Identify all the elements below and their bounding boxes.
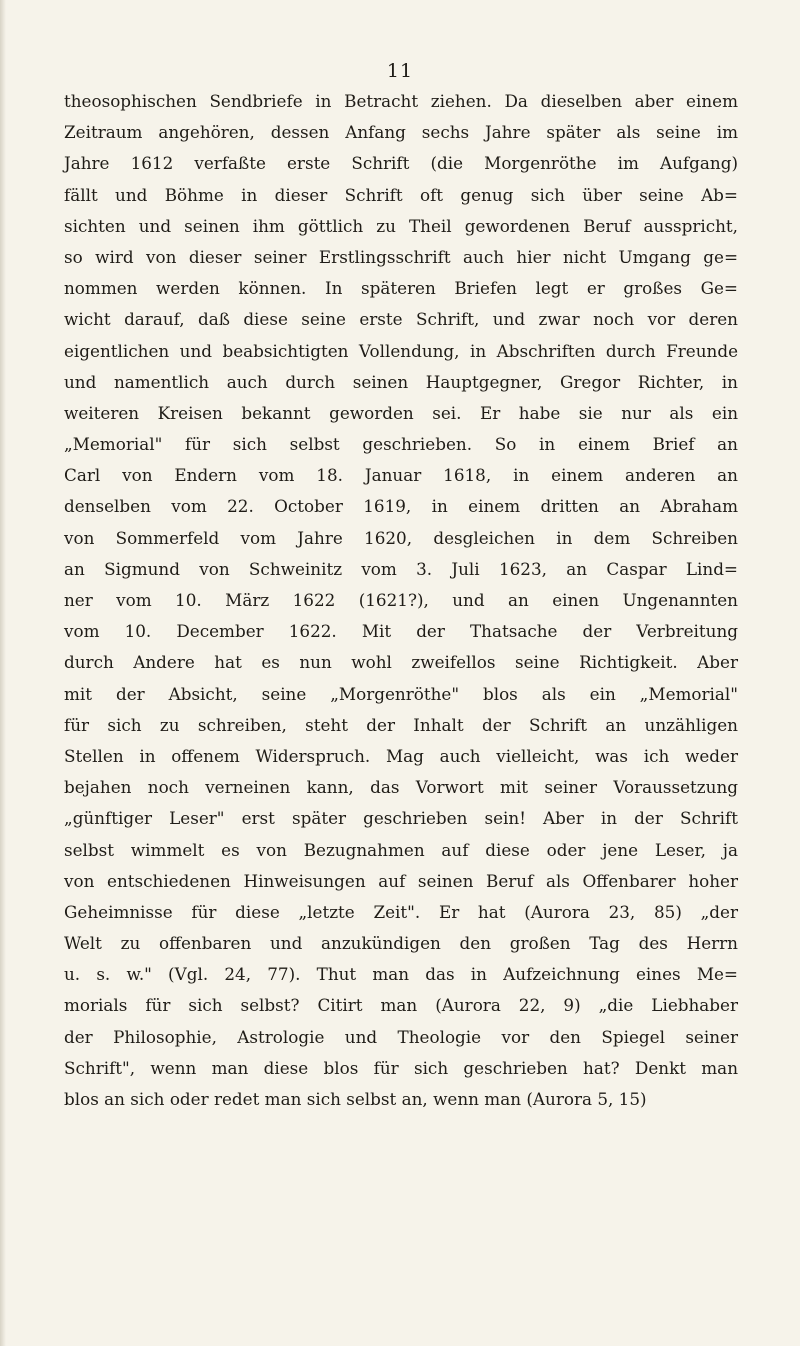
text-line: von Sommerfeld vom Jahre 1620, desgleichen in dem Schreiben [64, 527, 738, 548]
text-line: der Philosophie, Astrologie und Theologie vor den Spiegel seiner [64, 1026, 738, 1047]
text-line: nommen werden können. In späteren Briefen legt er großes Ge= [64, 278, 738, 299]
text-line: theosophischen Sendbriefe in Betracht ziehen. Da dieselben aber einem [64, 91, 738, 111]
text-line: weiteren Kreisen bekannt geworden sei. Er habe sie nur als ein [64, 402, 738, 423]
text-line: denselben vom 22. October 1619, in einem dritten an Abraham [64, 496, 738, 517]
text-line: fällt und Böhme in dieser Schrift oft genug sich über seine Ab= [64, 184, 738, 205]
text-line: „Memorial" für sich selbst geschrieben. So in einem Brief an [64, 434, 738, 455]
text-line: morials für sich selbst? Citirt man (Aurora 22, 9) „die Liebhaber [64, 995, 738, 1016]
text-line: Welt zu offenbaren und anzukündigen den großen Tag des Herrn [64, 933, 738, 954]
text-line: sichten und seinen ihm göttlich zu Theil gewordenen Beruf ausspricht, [64, 215, 738, 236]
text-line: vom 10. December 1622. Mit der Thatsache der Verbreitung [64, 621, 738, 642]
text-line: Geheimnisse für diese „letzte Zeit". Er hat (Aurora 23, 85) „der [64, 901, 738, 922]
text-line: u. s. w." (Vgl. 24, 77). Thut man das in Aufzeichnung eines Me= [64, 964, 738, 985]
text-line: Carl von Endern vom 18. Januar 1618, in einem anderen an [64, 465, 738, 486]
text-line: eigentlichen und beabsichtigten Vollendung, in Abschriften durch Freunde [64, 340, 738, 361]
text-line: „günftiger Leser" erst später geschrieben sein! Aber in der Schrift [64, 808, 738, 829]
text-line: an Sigmund von Schweinitz vom 3. Juli 1623, an Caspar Lind= [64, 558, 738, 579]
text-line: von entschiedenen Hinweisungen auf seinen Beruf als Offenbarer hoher [64, 870, 738, 891]
text-line: und namentlich auch durch seinen Hauptgegner, Gregor Richter, in [64, 371, 738, 392]
text-line: für sich zu schreiben, steht der Inhalt der Schrift an unzähligen [64, 714, 738, 735]
text-line: Zeitraum angehören, dessen Anfang sechs Jahre später als seine im [64, 122, 738, 143]
text-line: blos an sich oder redet man sich selbst an, wenn man (Aurora 5, 15) [64, 1089, 647, 1109]
text-line: bejahen noch verneinen kann, das Vorwort mit seiner Voraussetzung [64, 777, 738, 798]
text-line: mit der Absicht, seine „Morgenröthe" blos als ein „Memorial" [64, 683, 738, 704]
text-line: Stellen in offenem Widerspruch. Mag auch vielleicht, was ich weder [64, 745, 738, 766]
page-number: 11 [386, 60, 414, 82]
text-line: Schrift", wenn man diese blos für sich geschrieben hat? Denkt man [64, 1057, 738, 1078]
text-line: ner vom 10. März 1622 (1621?), und an einen Ungenannten [64, 590, 738, 610]
text-line: so wird von dieser seiner Erstlingsschrift auch hier nicht Umgang ge= [64, 246, 738, 267]
text-line: durch Andere hat es nun wohl zweifellos seine Richtigkeit. Aber [64, 652, 738, 673]
body-text [64, 86, 738, 1115]
text-line: wicht darauf, daß diese seine erste Schrift, und zwar noch vor deren [64, 309, 738, 330]
text-line: selbst wimmelt es von Bezugnahmen auf diese oder jene Leser, ja [64, 839, 738, 860]
text-line: Jahre 1612 verfaßte erste Schrift (die Morgenröthe im Aufgang) [64, 153, 738, 174]
page-edge-shadow [0, 0, 6, 1346]
